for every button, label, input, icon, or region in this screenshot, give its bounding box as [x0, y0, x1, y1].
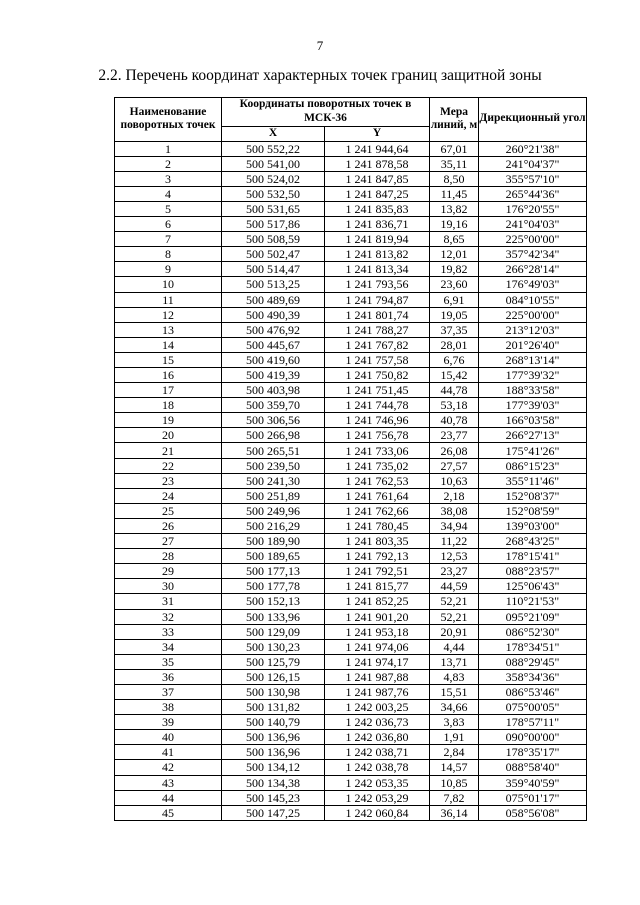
coordinate-x-cell: 500 152,13	[222, 594, 325, 609]
line-length-cell: 10,85	[430, 775, 479, 790]
coordinate-x-cell: 500 552,22	[222, 141, 325, 156]
table-row	[115, 307, 587, 322]
table-row	[115, 549, 587, 564]
point-number-cell: 13	[115, 322, 222, 337]
point-number-cell: 27	[115, 534, 222, 549]
direction-angle-cell: 110°21'53"	[479, 594, 587, 609]
coordinate-x-cell: 500 133,96	[222, 609, 325, 624]
line-length-cell: 20,91	[430, 624, 479, 639]
coordinate-x-cell: 500 140,79	[222, 715, 325, 730]
table-row	[115, 534, 587, 549]
coordinate-y-cell: 1 241 757,58	[325, 352, 430, 367]
table-row	[115, 186, 587, 201]
direction-angle-cell: 225°00'00"	[479, 307, 587, 322]
table-row	[115, 805, 587, 820]
table-row	[115, 292, 587, 307]
point-number-cell: 20	[115, 428, 222, 443]
line-length-cell: 23,60	[430, 277, 479, 292]
direction-angle-cell: 177°39'03"	[479, 398, 587, 413]
point-number-cell: 42	[115, 760, 222, 775]
coordinate-x-cell: 500 541,00	[222, 156, 325, 171]
direction-angle-cell: 058°56'08"	[479, 805, 587, 820]
line-length-cell: 12,53	[430, 549, 479, 564]
point-number-cell: 29	[115, 564, 222, 579]
point-number-cell: 28	[115, 549, 222, 564]
point-number-cell: 7	[115, 232, 222, 247]
coordinate-y-cell: 1 241 847,85	[325, 171, 430, 186]
direction-angle-cell: 358°34'36"	[479, 669, 587, 684]
direction-angle-cell: 088°29'45"	[479, 654, 587, 669]
direction-angle-cell: 355°11'46"	[479, 473, 587, 488]
line-length-cell: 23,27	[430, 564, 479, 579]
point-number-cell: 18	[115, 398, 222, 413]
point-number-cell: 40	[115, 730, 222, 745]
point-number-cell: 3	[115, 171, 222, 186]
direction-angle-cell: 188°33'58"	[479, 383, 587, 398]
line-length-cell: 52,21	[430, 609, 479, 624]
direction-angle-cell: 357°42'34"	[479, 247, 587, 262]
table-row	[115, 262, 587, 277]
coordinate-y-cell: 1 241 953,18	[325, 624, 430, 639]
line-length-cell: 11,22	[430, 534, 479, 549]
coordinate-x-cell: 500 306,56	[222, 413, 325, 428]
line-length-cell: 6,91	[430, 292, 479, 307]
page-number: 7	[316, 38, 324, 53]
direction-angle-cell: 125°06'43"	[479, 579, 587, 594]
coordinate-x-cell: 500 476,92	[222, 322, 325, 337]
coordinate-y-cell: 1 241 792,51	[325, 564, 430, 579]
table-row	[115, 383, 587, 398]
coordinate-x-cell: 500 125,79	[222, 654, 325, 669]
coordinate-y-cell: 1 241 944,64	[325, 141, 430, 156]
coordinate-x-cell: 500 490,39	[222, 307, 325, 322]
point-number-cell: 34	[115, 639, 222, 654]
line-length-cell: 19,05	[430, 307, 479, 322]
line-length-cell: 19,82	[430, 262, 479, 277]
table-row	[115, 594, 587, 609]
coordinate-x-cell: 500 147,25	[222, 805, 325, 820]
direction-angle-cell: 178°34'51"	[479, 639, 587, 654]
coordinate-y-cell: 1 242 053,29	[325, 790, 430, 805]
line-length-cell: 12,01	[430, 247, 479, 262]
table-body	[115, 141, 587, 820]
point-number-cell: 4	[115, 186, 222, 201]
table-row	[115, 790, 587, 805]
coordinate-y-cell: 1 241 819,94	[325, 232, 430, 247]
coordinate-y-cell: 1 241 836,71	[325, 217, 430, 232]
coordinate-y-cell: 1 242 038,71	[325, 745, 430, 760]
point-number-cell: 36	[115, 669, 222, 684]
coordinate-y-cell: 1 241 878,58	[325, 156, 430, 171]
point-number-cell: 15	[115, 352, 222, 367]
coordinate-x-cell: 500 134,38	[222, 775, 325, 790]
coordinate-x-cell: 500 403,98	[222, 383, 325, 398]
coordinate-y-cell: 1 241 761,64	[325, 488, 430, 503]
coordinate-y-cell: 1 241 756,78	[325, 428, 430, 443]
point-number-cell: 10	[115, 277, 222, 292]
coordinate-y-cell: 1 241 793,56	[325, 277, 430, 292]
direction-angle-cell: 178°35'17"	[479, 745, 587, 760]
coordinate-x-cell: 500 134,12	[222, 760, 325, 775]
line-length-cell: 4,83	[430, 669, 479, 684]
coordinate-x-cell: 500 513,25	[222, 277, 325, 292]
coordinate-y-cell: 1 241 788,27	[325, 322, 430, 337]
point-number-cell: 44	[115, 790, 222, 805]
line-length-cell: 36,14	[430, 805, 479, 820]
point-number-cell: 19	[115, 413, 222, 428]
coordinate-x-cell: 500 241,30	[222, 473, 325, 488]
table-row	[115, 232, 587, 247]
point-number-cell: 38	[115, 700, 222, 715]
point-number-cell: 43	[115, 775, 222, 790]
direction-angle-cell: 260°21'38"	[479, 141, 587, 156]
point-number-cell: 21	[115, 443, 222, 458]
coordinate-y-cell: 1 241 767,82	[325, 337, 430, 352]
line-length-cell: 26,08	[430, 443, 479, 458]
line-length-cell: 40,78	[430, 413, 479, 428]
coordinate-x-cell: 500 126,15	[222, 669, 325, 684]
table-row	[115, 368, 587, 383]
direction-angle-cell: 225°00'00"	[479, 232, 587, 247]
point-number-cell: 16	[115, 368, 222, 383]
table-row	[115, 171, 587, 186]
line-length-cell: 10,63	[430, 473, 479, 488]
direction-angle-cell: 090°00'00"	[479, 730, 587, 745]
direction-angle-cell: 095°21'09"	[479, 609, 587, 624]
line-length-cell: 44,78	[430, 383, 479, 398]
coordinate-x-cell: 500 130,23	[222, 639, 325, 654]
coordinate-x-cell: 500 508,59	[222, 232, 325, 247]
point-number-cell: 35	[115, 654, 222, 669]
point-number-cell: 8	[115, 247, 222, 262]
coordinate-y-cell: 1 241 735,02	[325, 458, 430, 473]
point-number-cell: 6	[115, 217, 222, 232]
point-number-cell: 23	[115, 473, 222, 488]
direction-angle-cell: 175°41'26"	[479, 443, 587, 458]
coordinate-y-cell: 1 241 762,66	[325, 503, 430, 518]
coordinate-y-cell: 1 241 815,77	[325, 579, 430, 594]
coordinate-x-cell: 500 177,13	[222, 564, 325, 579]
table-row	[115, 669, 587, 684]
coordinate-x-cell: 500 419,60	[222, 352, 325, 367]
point-number-cell: 32	[115, 609, 222, 624]
header-x: X	[222, 126, 325, 141]
coordinate-x-cell: 500 445,67	[222, 337, 325, 352]
coordinate-y-cell: 1 241 852,25	[325, 594, 430, 609]
line-length-cell: 8,50	[430, 171, 479, 186]
coordinate-x-cell: 500 517,86	[222, 217, 325, 232]
table-row	[115, 473, 587, 488]
table-row	[115, 277, 587, 292]
point-number-cell: 2	[115, 156, 222, 171]
line-length-cell: 23,77	[430, 428, 479, 443]
coordinate-y-cell: 1 241 744,78	[325, 398, 430, 413]
line-length-cell: 19,16	[430, 217, 479, 232]
direction-angle-cell: 086°15'23"	[479, 458, 587, 473]
coordinate-y-cell: 1 241 792,13	[325, 549, 430, 564]
line-length-cell: 6,76	[430, 352, 479, 367]
coordinate-y-cell: 1 241 733,06	[325, 443, 430, 458]
line-length-cell: 67,01	[430, 141, 479, 156]
header-y: Y	[325, 126, 430, 141]
table-row	[115, 700, 587, 715]
line-length-cell: 27,57	[430, 458, 479, 473]
header-point-name: Наименование поворотных точек	[115, 98, 222, 142]
table-row	[115, 488, 587, 503]
coordinate-x-cell: 500 489,69	[222, 292, 325, 307]
point-number-cell: 30	[115, 579, 222, 594]
table-row	[115, 639, 587, 654]
section-title: 2.2. Перечень координат характерных точек границ защитной зоны	[98, 67, 542, 84]
table-row	[115, 624, 587, 639]
table-row	[115, 398, 587, 413]
line-length-cell: 13,71	[430, 654, 479, 669]
direction-angle-cell: 355°57'10"	[479, 171, 587, 186]
coordinate-x-cell: 500 239,50	[222, 458, 325, 473]
direction-angle-cell: 075°00'05"	[479, 700, 587, 715]
line-length-cell: 34,94	[430, 518, 479, 533]
direction-angle-cell: 086°52'30"	[479, 624, 587, 639]
line-length-cell: 11,45	[430, 186, 479, 201]
direction-angle-cell: 152°08'59"	[479, 503, 587, 518]
coordinates-table	[114, 97, 587, 821]
table-row	[115, 760, 587, 775]
table-row	[115, 715, 587, 730]
coordinate-y-cell: 1 241 901,20	[325, 609, 430, 624]
coordinate-y-cell: 1 241 987,76	[325, 684, 430, 699]
table-row	[115, 518, 587, 533]
line-length-cell: 37,35	[430, 322, 479, 337]
direction-angle-cell: 139°03'00"	[479, 518, 587, 533]
direction-angle-cell: 266°27'13"	[479, 428, 587, 443]
point-number-cell: 25	[115, 503, 222, 518]
coordinate-y-cell: 1 242 003,25	[325, 700, 430, 715]
direction-angle-cell: 213°12'03"	[479, 322, 587, 337]
direction-angle-cell: 075°01'17"	[479, 790, 587, 805]
table-row	[115, 413, 587, 428]
line-length-cell: 52,21	[430, 594, 479, 609]
table-row	[115, 428, 587, 443]
table-row	[115, 458, 587, 473]
coordinate-x-cell: 500 130,98	[222, 684, 325, 699]
line-length-cell: 2,18	[430, 488, 479, 503]
direction-angle-cell: 265°44'36"	[479, 186, 587, 201]
coordinate-y-cell: 1 242 060,84	[325, 805, 430, 820]
direction-angle-cell: 166°03'58"	[479, 413, 587, 428]
coordinate-y-cell: 1 241 803,35	[325, 534, 430, 549]
coordinate-x-cell: 500 136,96	[222, 745, 325, 760]
coordinate-x-cell: 500 266,98	[222, 428, 325, 443]
direction-angle-cell: 201°26'40"	[479, 337, 587, 352]
line-length-cell: 14,57	[430, 760, 479, 775]
coordinate-y-cell: 1 241 813,82	[325, 247, 430, 262]
point-number-cell: 5	[115, 201, 222, 216]
direction-angle-cell: 359°40'59"	[479, 775, 587, 790]
coordinate-y-cell: 1 241 751,45	[325, 383, 430, 398]
coordinate-y-cell: 1 241 974,17	[325, 654, 430, 669]
line-length-cell: 35,11	[430, 156, 479, 171]
coordinate-y-cell: 1 242 036,80	[325, 730, 430, 745]
table-row	[115, 322, 587, 337]
direction-angle-cell: 268°43'25"	[479, 534, 587, 549]
direction-angle-cell: 088°58'40"	[479, 760, 587, 775]
line-length-cell: 8,65	[430, 232, 479, 247]
direction-angle-cell: 177°39'32"	[479, 368, 587, 383]
coordinate-x-cell: 500 359,70	[222, 398, 325, 413]
line-length-cell: 1,91	[430, 730, 479, 745]
coordinate-x-cell: 500 502,47	[222, 247, 325, 262]
direction-angle-cell: 178°57'11"	[479, 715, 587, 730]
coordinate-x-cell: 500 251,89	[222, 488, 325, 503]
line-length-cell: 44,59	[430, 579, 479, 594]
header-direction-angle: Дирекционный угол	[479, 98, 587, 142]
direction-angle-cell: 088°23'57"	[479, 564, 587, 579]
point-number-cell: 24	[115, 488, 222, 503]
point-number-cell: 33	[115, 624, 222, 639]
coordinate-x-cell: 500 265,51	[222, 443, 325, 458]
line-length-cell: 3,83	[430, 715, 479, 730]
direction-angle-cell: 176°49'03"	[479, 277, 587, 292]
coordinate-x-cell: 500 216,29	[222, 518, 325, 533]
coordinate-x-cell: 500 131,82	[222, 700, 325, 715]
table-row	[115, 443, 587, 458]
line-length-cell: 28,01	[430, 337, 479, 352]
table-row	[115, 654, 587, 669]
direction-angle-cell: 084°10'55"	[479, 292, 587, 307]
line-length-cell: 2,84	[430, 745, 479, 760]
coordinate-y-cell: 1 242 038,78	[325, 760, 430, 775]
point-number-cell: 11	[115, 292, 222, 307]
table-row	[115, 217, 587, 232]
table-row	[115, 609, 587, 624]
coordinate-x-cell: 500 136,96	[222, 730, 325, 745]
line-length-cell: 38,08	[430, 503, 479, 518]
coordinate-y-cell: 1 241 813,34	[325, 262, 430, 277]
coordinate-y-cell: 1 241 801,74	[325, 307, 430, 322]
coordinate-y-cell: 1 241 974,06	[325, 639, 430, 654]
table-row	[115, 745, 587, 760]
coordinate-x-cell: 500 531,65	[222, 201, 325, 216]
table-row	[115, 156, 587, 171]
header-line-length: Мера линий, м	[430, 98, 479, 142]
coordinate-y-cell: 1 241 762,53	[325, 473, 430, 488]
point-number-cell: 22	[115, 458, 222, 473]
coordinate-x-cell: 500 189,65	[222, 549, 325, 564]
direction-angle-cell: 086°53'46"	[479, 684, 587, 699]
table-row	[115, 201, 587, 216]
coordinate-x-cell: 500 419,39	[222, 368, 325, 383]
point-number-cell: 37	[115, 684, 222, 699]
coordinate-x-cell: 500 189,90	[222, 534, 325, 549]
point-number-cell: 9	[115, 262, 222, 277]
coordinate-x-cell: 500 532,50	[222, 186, 325, 201]
line-length-cell: 15,51	[430, 684, 479, 699]
point-number-cell: 14	[115, 337, 222, 352]
coordinate-x-cell: 500 145,23	[222, 790, 325, 805]
line-length-cell: 53,18	[430, 398, 479, 413]
coordinate-y-cell: 1 241 780,45	[325, 518, 430, 533]
direction-angle-cell: 266°28'14"	[479, 262, 587, 277]
direction-angle-cell: 178°15'41"	[479, 549, 587, 564]
table-row	[115, 247, 587, 262]
point-number-cell: 45	[115, 805, 222, 820]
direction-angle-cell: 176°20'55"	[479, 201, 587, 216]
header-coordinates: Координаты поворотных точек в МСК-36	[222, 98, 430, 127]
point-number-cell: 1	[115, 141, 222, 156]
point-number-cell: 41	[115, 745, 222, 760]
coordinate-y-cell: 1 241 847,25	[325, 186, 430, 201]
point-number-cell: 26	[115, 518, 222, 533]
table-row	[115, 775, 587, 790]
coordinate-y-cell: 1 241 987,88	[325, 669, 430, 684]
line-length-cell: 13,82	[430, 201, 479, 216]
coordinate-y-cell: 1 241 835,83	[325, 201, 430, 216]
table-row	[115, 352, 587, 367]
direction-angle-cell: 241°04'03"	[479, 217, 587, 232]
point-number-cell: 12	[115, 307, 222, 322]
table-row	[115, 730, 587, 745]
coordinate-x-cell: 500 524,02	[222, 171, 325, 186]
coordinate-x-cell: 500 249,96	[222, 503, 325, 518]
line-length-cell: 15,42	[430, 368, 479, 383]
point-number-cell: 17	[115, 383, 222, 398]
table-row	[115, 684, 587, 699]
coordinate-x-cell: 500 129,09	[222, 624, 325, 639]
coordinate-x-cell: 500 177,78	[222, 579, 325, 594]
table-row	[115, 141, 587, 156]
line-length-cell: 34,66	[430, 700, 479, 715]
coordinate-y-cell: 1 241 794,87	[325, 292, 430, 307]
line-length-cell: 7,82	[430, 790, 479, 805]
coordinate-y-cell: 1 241 746,96	[325, 413, 430, 428]
direction-angle-cell: 241°04'37"	[479, 156, 587, 171]
table-row	[115, 564, 587, 579]
point-number-cell: 39	[115, 715, 222, 730]
coordinate-y-cell: 1 242 036,73	[325, 715, 430, 730]
coordinate-y-cell: 1 242 053,35	[325, 775, 430, 790]
point-number-cell: 31	[115, 594, 222, 609]
table-row	[115, 579, 587, 594]
direction-angle-cell: 152°08'37"	[479, 488, 587, 503]
coordinate-y-cell: 1 241 750,82	[325, 368, 430, 383]
line-length-cell: 4,44	[430, 639, 479, 654]
table-row	[115, 503, 587, 518]
direction-angle-cell: 268°13'14"	[479, 352, 587, 367]
table-row	[115, 337, 587, 352]
coordinate-x-cell: 500 514,47	[222, 262, 325, 277]
